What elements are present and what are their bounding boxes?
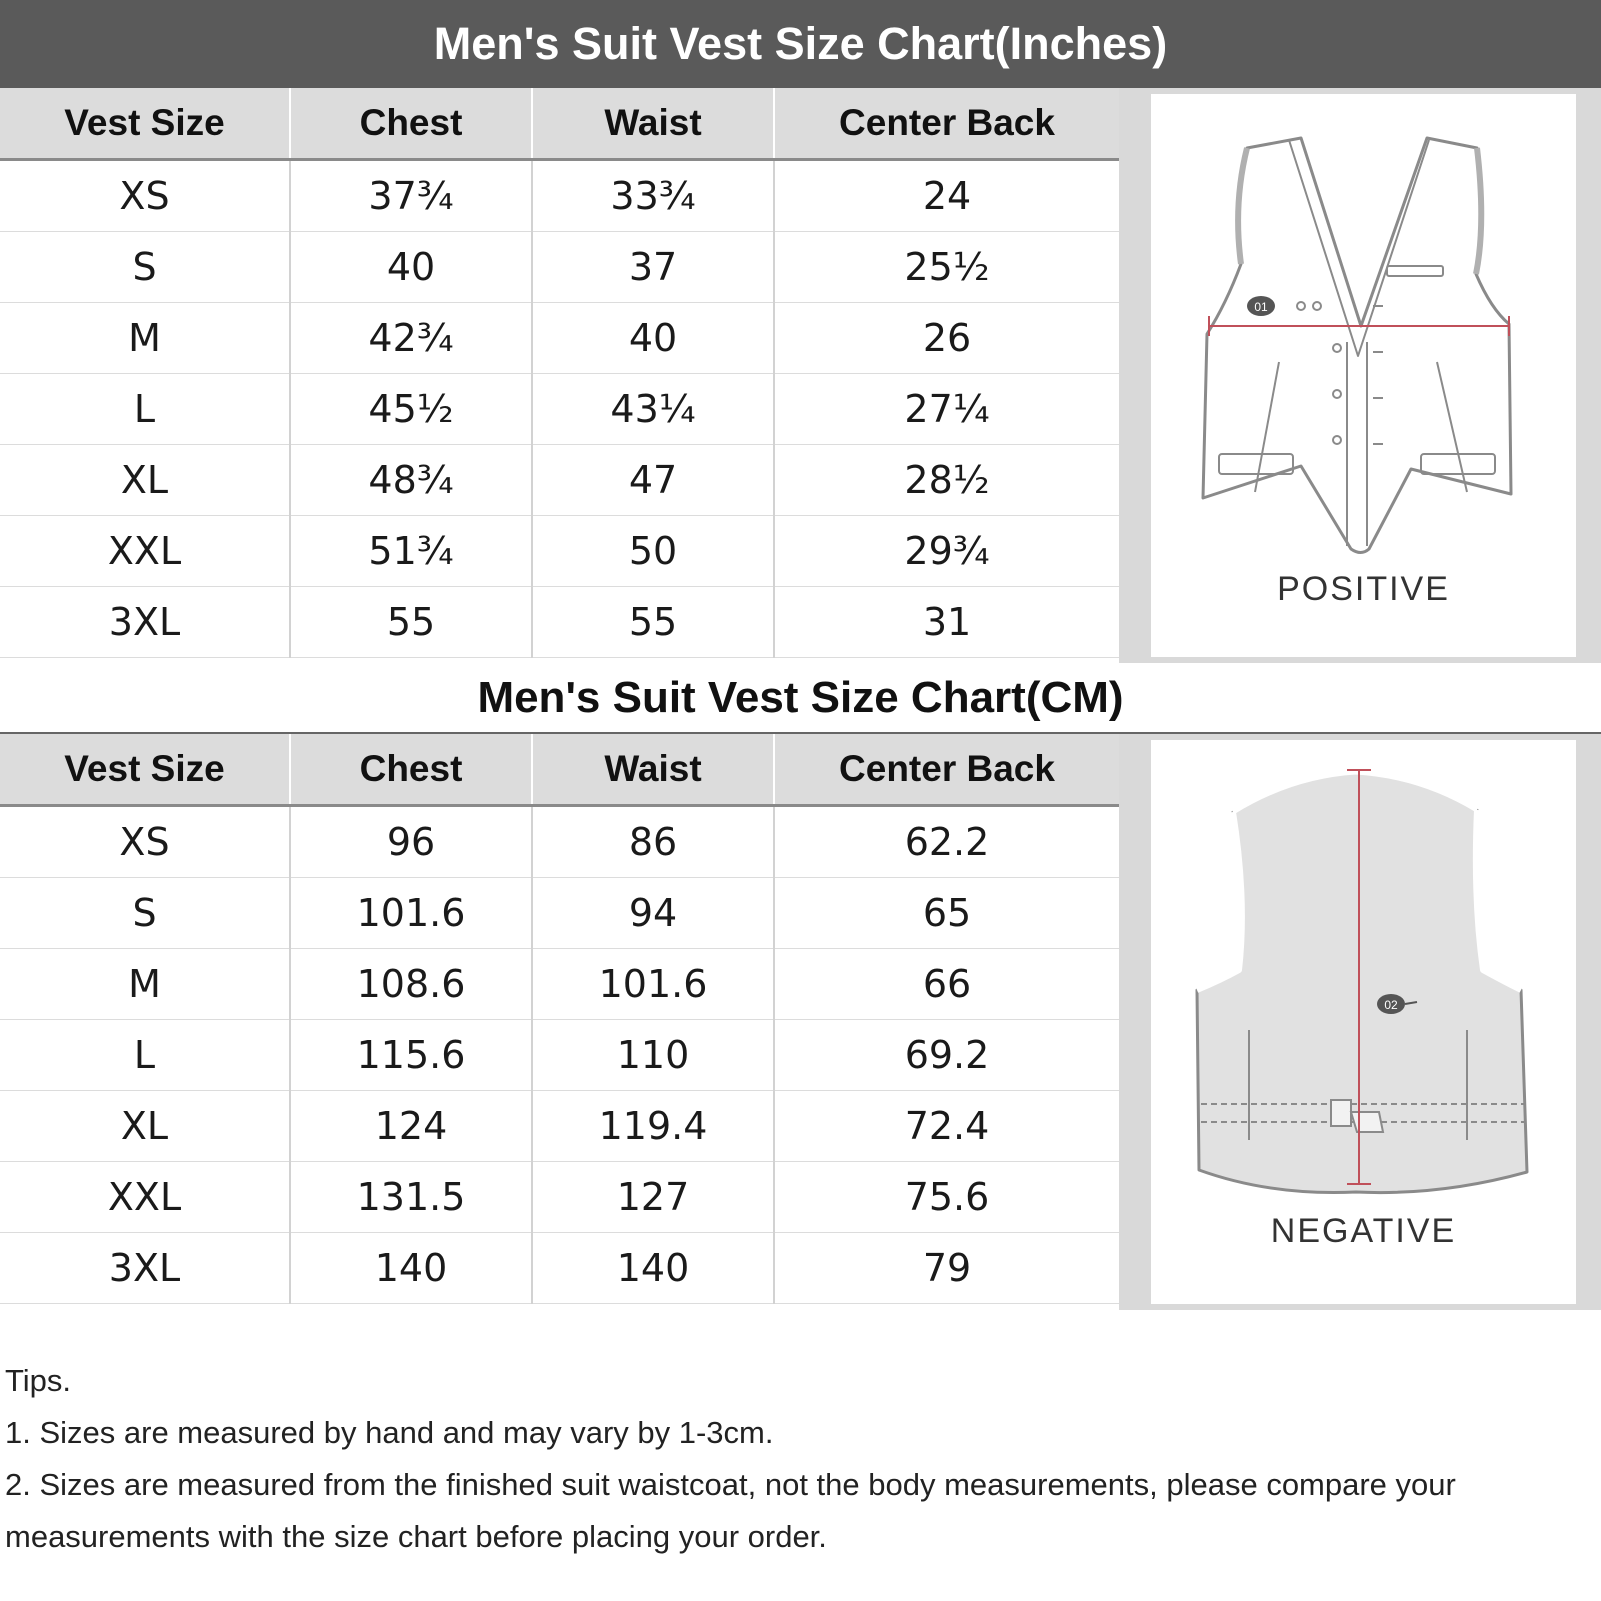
cell-center-back: 66 <box>774 949 1119 1020</box>
cell-chest: 96 <box>290 806 532 878</box>
cell-chest: 42¾ <box>290 303 532 374</box>
tip-item: 1. Sizes are measured by hand and may vary by 1-3cm. <box>5 1415 774 1450</box>
cell-center-back: 26 <box>774 303 1119 374</box>
cell-waist: 86 <box>532 806 774 878</box>
table-row <box>0 949 1119 1020</box>
cell-chest: 101.6 <box>290 878 532 949</box>
cell-size: S <box>0 232 290 303</box>
cell-size: L <box>0 374 290 445</box>
table-row <box>0 1162 1119 1233</box>
cell-waist: 55 <box>532 587 774 658</box>
cell-size: XS <box>0 806 290 878</box>
table-row <box>0 1020 1119 1091</box>
cell-waist: 94 <box>532 878 774 949</box>
cell-size: XL <box>0 1091 290 1162</box>
inches-size-table <box>0 88 1119 658</box>
cm-chart-title: Men's Suit Vest Size Chart(CM) <box>477 673 1124 722</box>
header-center-back: Center Back <box>774 734 1119 806</box>
cell-waist: 50 <box>532 516 774 587</box>
cell-center-back: 27¼ <box>774 374 1119 445</box>
tip-item: 2. Sizes are measured from the finished suit waistcoat, not the body measurements, please compare your measurements with the size chart before placing your order. <box>5 1467 1456 1554</box>
table-row <box>0 587 1119 658</box>
cell-chest: 131.5 <box>290 1162 532 1233</box>
center-back-marker-label: 02 <box>1384 998 1398 1012</box>
table-row <box>0 445 1119 516</box>
table-row <box>0 1233 1119 1304</box>
back-vest-card <box>1151 740 1576 1304</box>
header-waist: Waist <box>532 734 774 806</box>
table-row <box>0 806 1119 878</box>
cell-waist: 43¼ <box>532 374 774 445</box>
cm-size-table <box>0 734 1119 1304</box>
cell-size: M <box>0 949 290 1020</box>
cell-size: 3XL <box>0 1233 290 1304</box>
cell-chest: 115.6 <box>290 1020 532 1091</box>
cell-chest: 55 <box>290 587 532 658</box>
table-header-row <box>0 734 1119 806</box>
tips-heading: Tips. <box>5 1363 72 1398</box>
cell-size: XXL <box>0 1162 290 1233</box>
cell-waist: 47 <box>532 445 774 516</box>
cell-waist: 119.4 <box>532 1091 774 1162</box>
table-row <box>0 303 1119 374</box>
header-chest: Chest <box>290 734 532 806</box>
cell-waist: 37 <box>532 232 774 303</box>
cell-waist: 110 <box>532 1020 774 1091</box>
header-center-back: Center Back <box>774 88 1119 160</box>
back-view-label: NEGATIVE <box>1270 1212 1457 1250</box>
cell-center-back: 75.6 <box>774 1162 1119 1233</box>
cell-chest: 124 <box>290 1091 532 1162</box>
chest-marker-label: 01 <box>1254 300 1268 314</box>
cell-waist: 40 <box>532 303 774 374</box>
cell-center-back: 29¾ <box>774 516 1119 587</box>
back-vest-panel <box>1119 734 1601 1310</box>
cell-center-back: 31 <box>774 587 1119 658</box>
cell-center-back: 69.2 <box>774 1020 1119 1091</box>
cell-chest: 48¾ <box>290 445 532 516</box>
cell-center-back: 28½ <box>774 445 1119 516</box>
cell-chest: 140 <box>290 1233 532 1304</box>
cell-waist: 33¾ <box>532 160 774 232</box>
table-row <box>0 232 1119 303</box>
cell-size: L <box>0 1020 290 1091</box>
cell-size: M <box>0 303 290 374</box>
table-row <box>0 878 1119 949</box>
cell-chest: 37¾ <box>290 160 532 232</box>
cell-center-back: 79 <box>774 1233 1119 1304</box>
front-view-label: POSITIVE <box>1277 570 1450 608</box>
header-waist: Waist <box>532 88 774 160</box>
cell-chest: 40 <box>290 232 532 303</box>
cell-center-back: 65 <box>774 878 1119 949</box>
header-vest-size: Vest Size <box>0 734 290 806</box>
cell-size: S <box>0 878 290 949</box>
cell-size: 3XL <box>0 587 290 658</box>
cell-size: XXL <box>0 516 290 587</box>
table-row <box>0 1091 1119 1162</box>
cell-chest: 45½ <box>290 374 532 445</box>
tips-section <box>5 1355 1595 1563</box>
table-row <box>0 374 1119 445</box>
cell-center-back: 62.2 <box>774 806 1119 878</box>
cell-chest: 51¾ <box>290 516 532 587</box>
cell-waist: 140 <box>532 1233 774 1304</box>
cell-size: XL <box>0 445 290 516</box>
cell-center-back: 24 <box>774 160 1119 232</box>
cell-center-back: 25½ <box>774 232 1119 303</box>
front-vest-card <box>1151 94 1576 657</box>
header-vest-size: Vest Size <box>0 88 290 160</box>
inches-chart-title: Men's Suit Vest Size Chart(Inches) <box>0 0 1601 88</box>
table-row <box>0 160 1119 232</box>
table-header-row <box>0 88 1119 160</box>
cell-waist: 127 <box>532 1162 774 1233</box>
cell-chest: 108.6 <box>290 949 532 1020</box>
cell-waist: 101.6 <box>532 949 774 1020</box>
cell-size: XS <box>0 160 290 232</box>
front-vest-panel <box>1119 88 1601 663</box>
cell-center-back: 72.4 <box>774 1091 1119 1162</box>
table-row <box>0 516 1119 587</box>
header-chest: Chest <box>290 88 532 160</box>
